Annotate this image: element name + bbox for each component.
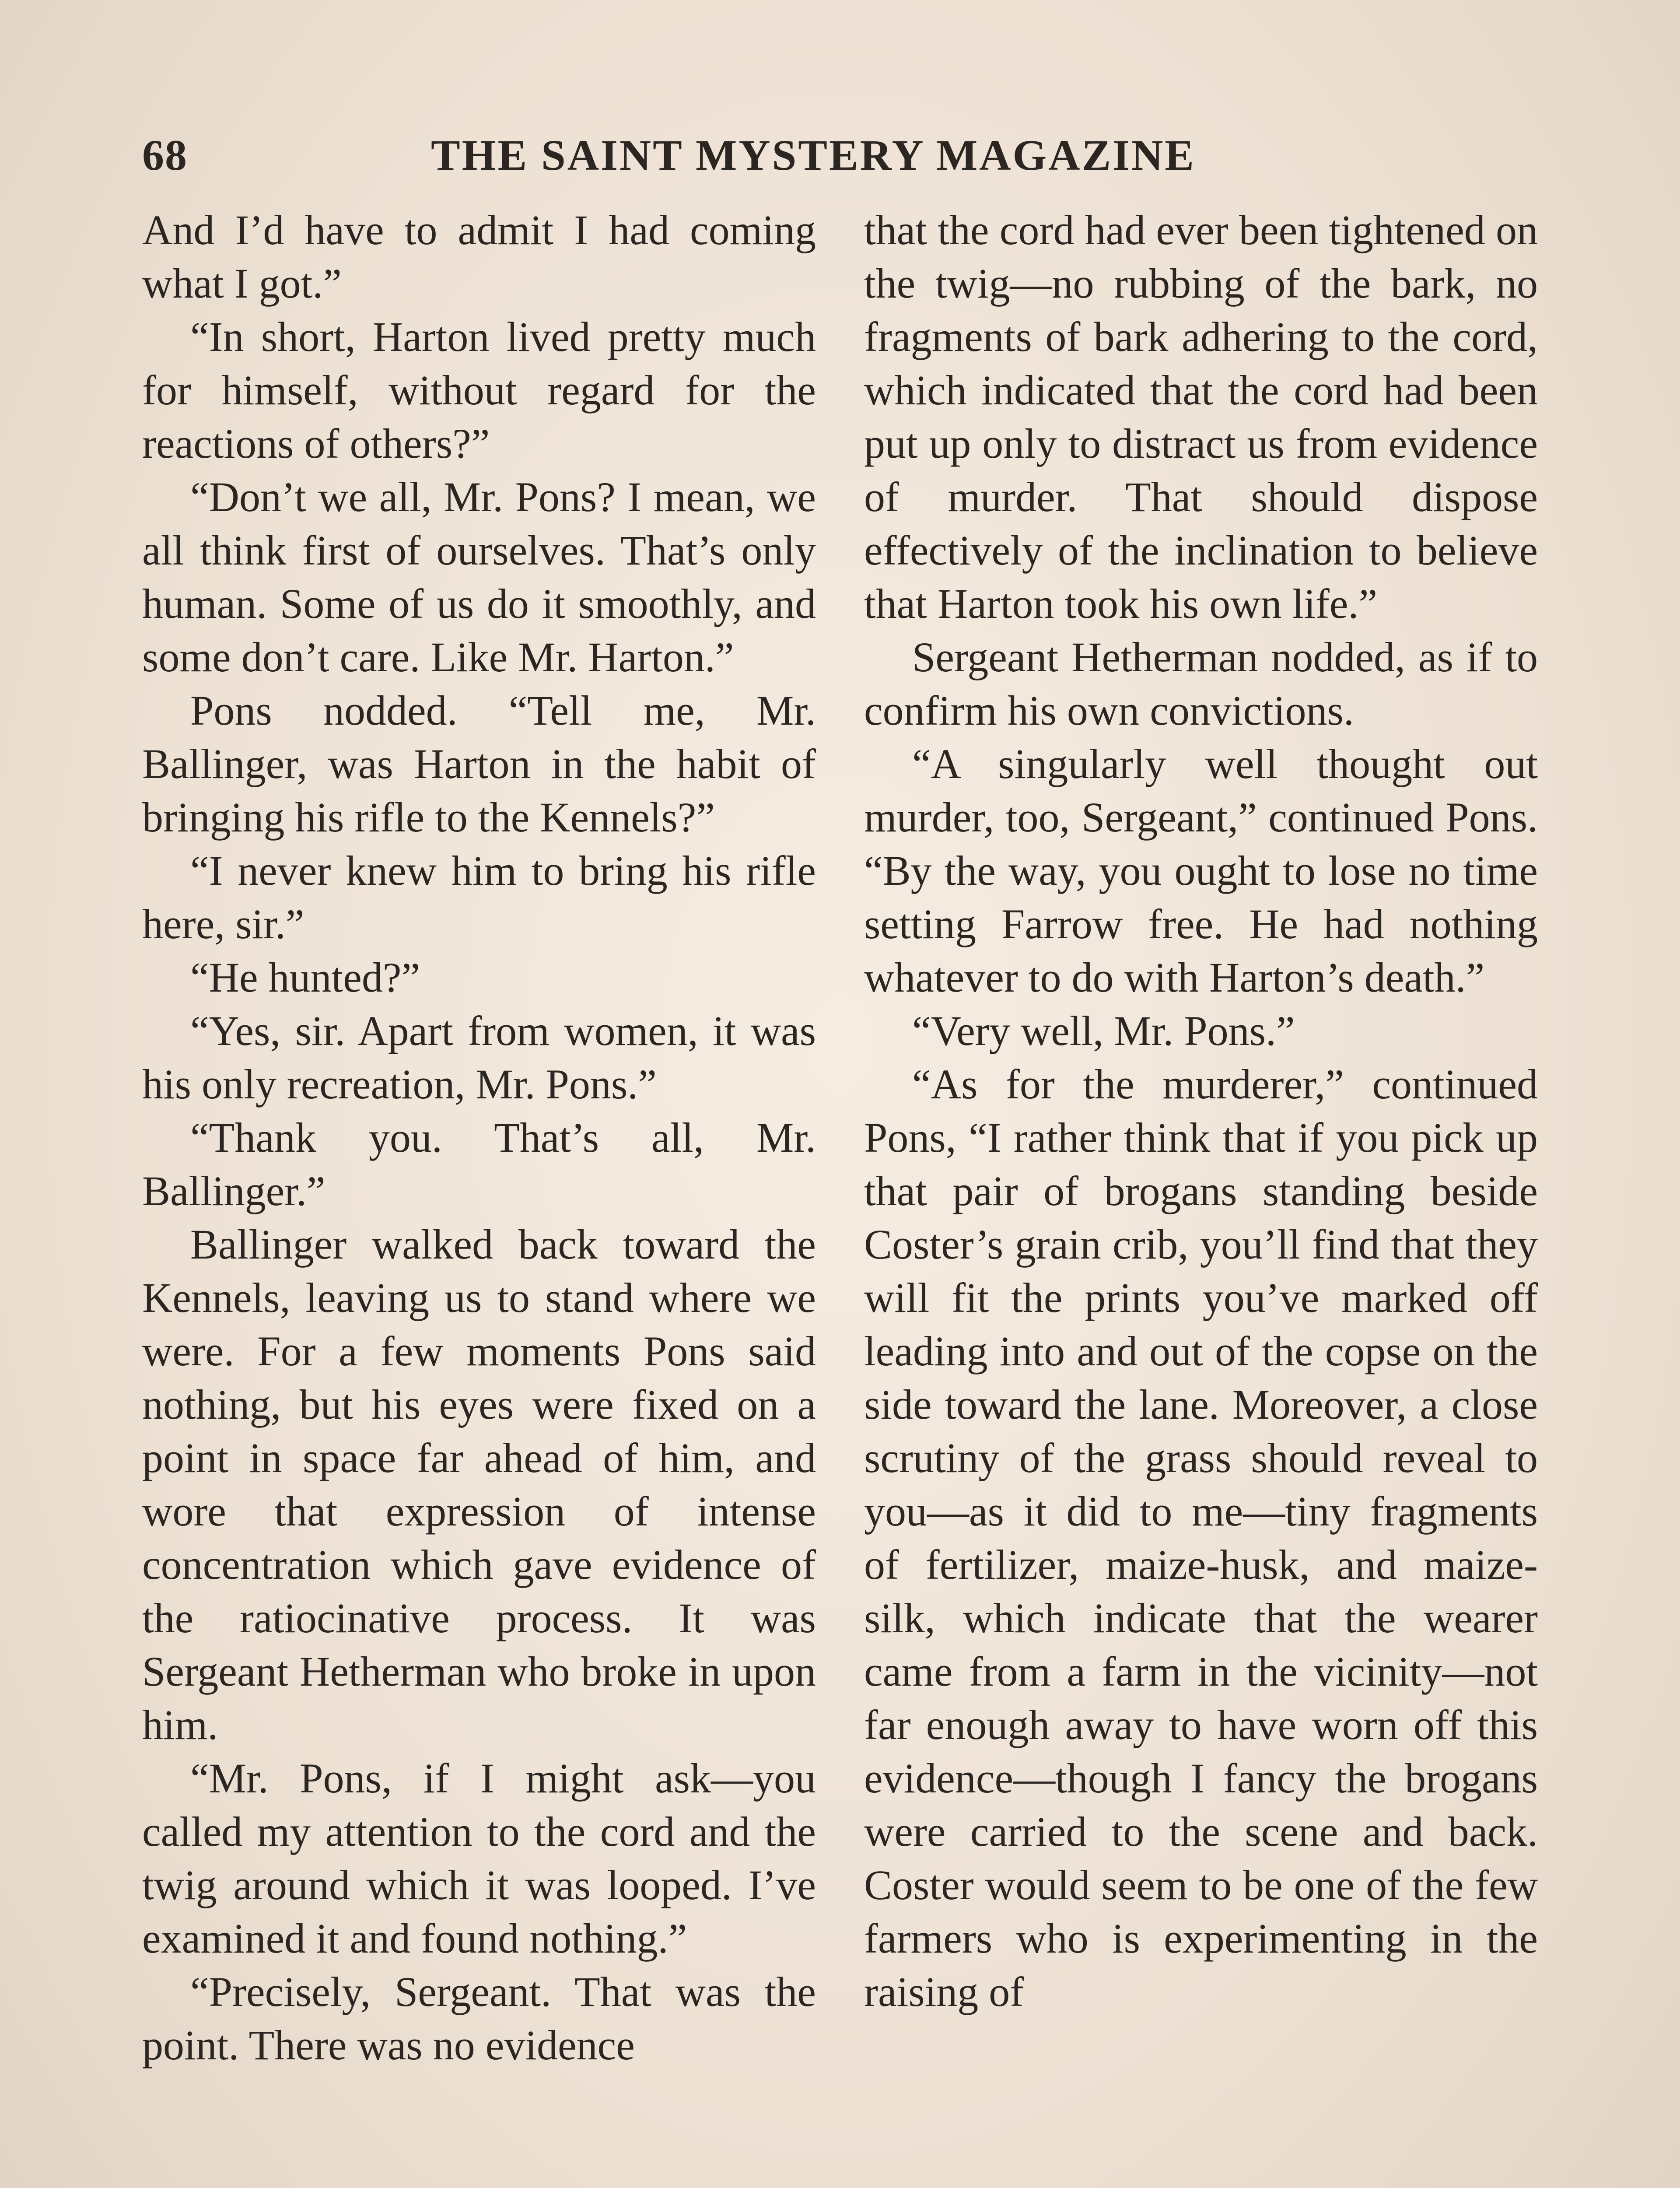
paragraph: Pons nodded. “Tell me, Mr. Ballinger, was Harton in the habit of bringing his rifle to the Kennels?” [142, 687, 816, 841]
left-column [142, 203, 816, 2072]
paragraph: “In short, Harton lived pretty much for himself, without regard for the reactions of others?” [142, 313, 816, 467]
page-header [142, 125, 1236, 186]
paragraph: “I never knew him to bring his rifle here, sir.” [142, 847, 816, 947]
paragraph: Sergeant Hetherman nodded, as if to confirm his own convictions. [864, 634, 1538, 734]
paragraph: “Thank you. That’s all, Mr. Ballinger.” [142, 1114, 816, 1214]
paragraph: Ballinger walked back toward the Kennels, leaving us to stand where we were. For a few moments Pons said nothing, but his eyes were fixed on a point in space far ahead of him, and wore that expression of intense concentration which gave evidence of the ratiocinative process. It was Sergeant Hetherman who broke in upon him. [142, 1221, 816, 1748]
right-column [864, 203, 1538, 2019]
paragraph: “He hunted?” [190, 954, 420, 1001]
page-number: 68 [142, 131, 188, 179]
paragraph: And I’d have to admit I had coming what I got.” [142, 207, 816, 307]
paragraph: that the cord had ever been tightened on the twig—no rubbing of the bark, no fragments of bark adhering to the cord, which indicated that the cord had been put up only to distract us from evidence of murder. That should dispose effectively of the inclination to believe that Harton took his own life.” [864, 207, 1538, 627]
paragraph: “Yes, sir. Apart from women, it was his only recreation, Mr. Pons.” [142, 1007, 816, 1108]
paragraph: “Very well, Mr. Pons.” [912, 1007, 1295, 1054]
paragraph: “As for the murderer,” continued Pons, “I rather think that if you pick up that pair of brogans standing beside Coster’s grain crib, you’ll find that they will fit the prints you’ve marked off leading into and out of the copse on the side toward the lane. Moreover, a close scrutiny of the grass should reveal to you—as it did to me—tiny fragments of fertilizer, maize-husk, and maize-silk, which indicate that the wearer came from a farm in the vicinity—not far enough away to have worn off this evidence—though I fancy the brogans were carried to the scene and back. Coster would seem to be one of the few farmers who is experimenting in the raising of [864, 1061, 1538, 2015]
paragraph: “Mr. Pons, if I might ask—you called my attention to the cord and the twig around which it was looped. I’ve examined it and found nothing.” [142, 1755, 816, 1962]
running-title: THE SAINT MYSTERY MAGAZINE [431, 131, 1196, 179]
paragraph: “Don’t we all, Mr. Pons? I mean, we all think first of ourselves. That’s only human. Some of us do it smoothly, and some don’t care. Like Mr. Harton.” [142, 473, 816, 680]
paragraph: “Precisely, Sergeant. That was the point. There was no evidence [142, 1968, 816, 2069]
paragraph: “A singularly well thought out murder, too, Sergeant,” continued Pons. “By the way, you ought to lose no time setting Farrow free. He had nothing whatever to do with Harton’s death.” [864, 740, 1538, 1001]
